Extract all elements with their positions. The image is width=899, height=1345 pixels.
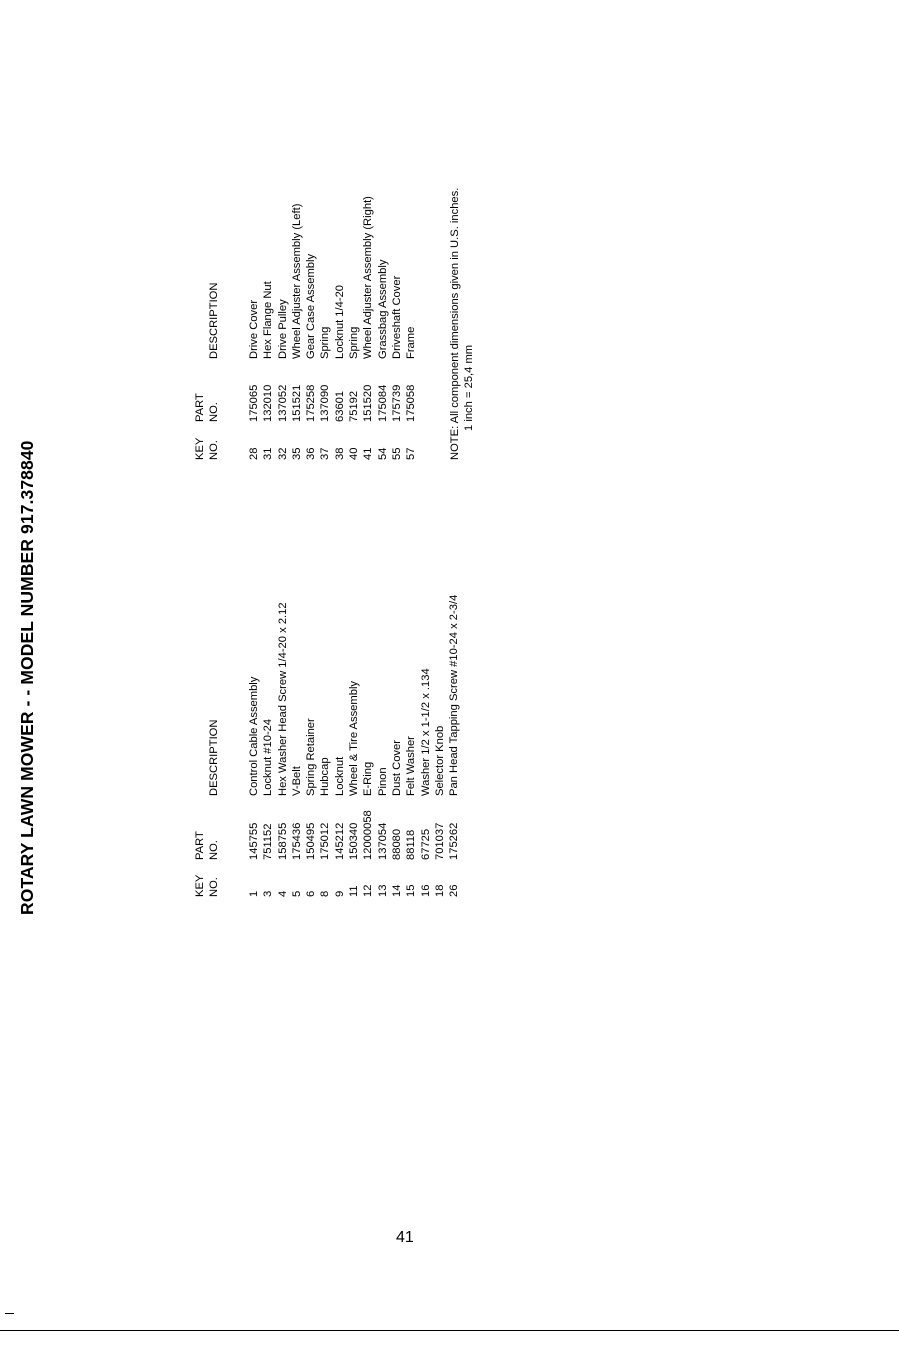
key-no-cell: 37 <box>319 447 332 460</box>
description-cell: Control Cable Assembly <box>248 676 260 796</box>
key-no-cell: 5 <box>290 890 303 897</box>
note-line-2: 1 inch = 25,4 mm <box>463 344 476 431</box>
note-line-1: NOTE: All component dimensions given in U.S. inches. <box>449 187 461 460</box>
key-no-cell: 41 <box>362 447 375 460</box>
part-no-cell: 158755 <box>276 822 289 860</box>
part-no-cell: 150495 <box>305 822 318 860</box>
key-no-cell: 36 <box>305 447 318 460</box>
part-no-cell: 175258 <box>305 384 318 422</box>
description-cell: Drive Pulley <box>276 299 289 359</box>
part-no-cell: 175739 <box>390 384 403 422</box>
description-cell: Wheel & Tire Assembly <box>348 680 361 796</box>
key-no-cell: 13 <box>376 884 389 897</box>
part-no-cell: 137090 <box>319 384 332 422</box>
corner-mark <box>5 1313 14 1314</box>
description-cell: Pan Head Tapping Screw #10-24 x 2-3/4 <box>448 594 461 796</box>
key-no-cell: 1 <box>248 890 260 897</box>
part-no-cell: 175012 <box>319 822 332 860</box>
key-no-cell: 54 <box>376 447 389 460</box>
part-no-cell: 63601 <box>333 390 346 422</box>
key-no-cell: 31 <box>262 447 275 460</box>
description-cell: Spring Retainer <box>305 718 318 796</box>
part-no-cell: 175058 <box>405 384 418 422</box>
part-no-cell: 145755 <box>248 822 260 860</box>
key-no-cell: 15 <box>405 884 418 897</box>
description-cell: Wheel Adjuster Assembly (Right) <box>362 196 375 359</box>
key-no-cell: 8 <box>319 890 332 897</box>
key-no-cell: 3 <box>262 890 275 897</box>
description-cell: Locknut <box>333 756 346 796</box>
description-cell: Driveshaft Cover <box>390 275 403 359</box>
key-no-cell: 4 <box>276 890 289 897</box>
key-no-cell: 26 <box>448 884 461 897</box>
description-cell: V-Belt <box>290 766 303 796</box>
description-cell: Washer 1/2 x 1-1/2 x .134 <box>419 668 432 796</box>
description-cell: Felt Washer <box>405 736 418 796</box>
part-no-cell: 137054 <box>376 822 389 860</box>
part-no-cell: 151520 <box>362 384 375 422</box>
description-cell: Dust Cover <box>390 740 403 796</box>
description-cell: Gear Case Assembly <box>305 253 318 359</box>
description-cell: Hubcap <box>319 757 332 796</box>
key-no-cell: 40 <box>348 447 361 460</box>
description-cell: Spring <box>348 326 361 359</box>
header-part-no: PART NO. <box>194 393 221 422</box>
part-no-cell: 88118 <box>405 829 418 860</box>
key-no-cell: 57 <box>405 447 418 460</box>
description-cell: Hex Washer Head Screw 1/4-20 x 2.12 <box>276 602 289 796</box>
description-cell: Selector Knob <box>433 725 446 796</box>
header-part-no: PART NO. <box>194 831 221 860</box>
part-no-cell: 175436 <box>290 822 303 860</box>
description-cell: Spring <box>319 326 332 359</box>
part-no-cell: 150340 <box>348 822 361 860</box>
header-key-no: KEY NO. <box>194 437 221 460</box>
page-title: ROTARY LAWN MOWER - - MODEL NUMBER 917.378840 <box>17 440 37 915</box>
part-no-cell: 67725 <box>419 828 432 860</box>
rotated-parts-sheet <box>0 0 540 1000</box>
page-number: 41 <box>396 1229 414 1246</box>
part-no-cell: 151521 <box>290 384 303 422</box>
header-description: DESCRIPTION <box>208 282 220 359</box>
part-no-cell: 75192 <box>348 390 361 422</box>
key-no-cell: 12 <box>362 884 375 897</box>
key-no-cell: 38 <box>333 447 346 460</box>
header-description: DESCRIPTION <box>208 719 220 796</box>
footer-rule <box>0 1330 899 1331</box>
key-no-cell: 28 <box>248 447 260 460</box>
header-key-no: KEY NO. <box>194 874 221 897</box>
part-no-cell: 132010 <box>262 384 275 422</box>
key-no-cell: 55 <box>390 447 403 460</box>
key-no-cell: 18 <box>433 884 446 897</box>
part-no-cell: 175065 <box>248 384 260 422</box>
part-no-cell: 12000058 <box>362 810 375 860</box>
description-cell: E-Ring <box>362 761 375 796</box>
key-no-cell: 35 <box>290 447 303 460</box>
key-no-cell: 9 <box>333 890 346 897</box>
description-cell: Frame <box>405 326 418 359</box>
description-cell: Pinon <box>376 767 389 796</box>
part-no-cell: 175262 <box>448 822 461 860</box>
part-no-cell: 137052 <box>276 384 289 422</box>
dimensions-note <box>448 188 477 460</box>
description-cell: Drive Cover <box>248 299 260 359</box>
description-cell: Locknut 1/4-20 <box>333 284 346 359</box>
description-cell: Grassbag Assembly <box>376 259 389 359</box>
part-no-cell: 145212 <box>333 822 346 860</box>
description-cell: Locknut #10-24 <box>262 718 275 796</box>
key-no-cell: 6 <box>305 890 318 897</box>
key-no-cell: 14 <box>390 884 403 897</box>
description-cell: Hex Flange Nut <box>262 281 275 359</box>
key-no-cell: 32 <box>276 447 289 460</box>
part-no-cell: 88080 <box>390 828 403 860</box>
part-no-cell: 751152 <box>262 823 275 860</box>
part-no-cell: 701037 <box>433 822 446 860</box>
description-cell: Wheel Adjuster Assembly (Left) <box>290 203 303 359</box>
key-no-cell: 11 <box>348 885 361 897</box>
key-no-cell: 16 <box>419 884 432 897</box>
part-no-cell: 175084 <box>376 384 389 422</box>
